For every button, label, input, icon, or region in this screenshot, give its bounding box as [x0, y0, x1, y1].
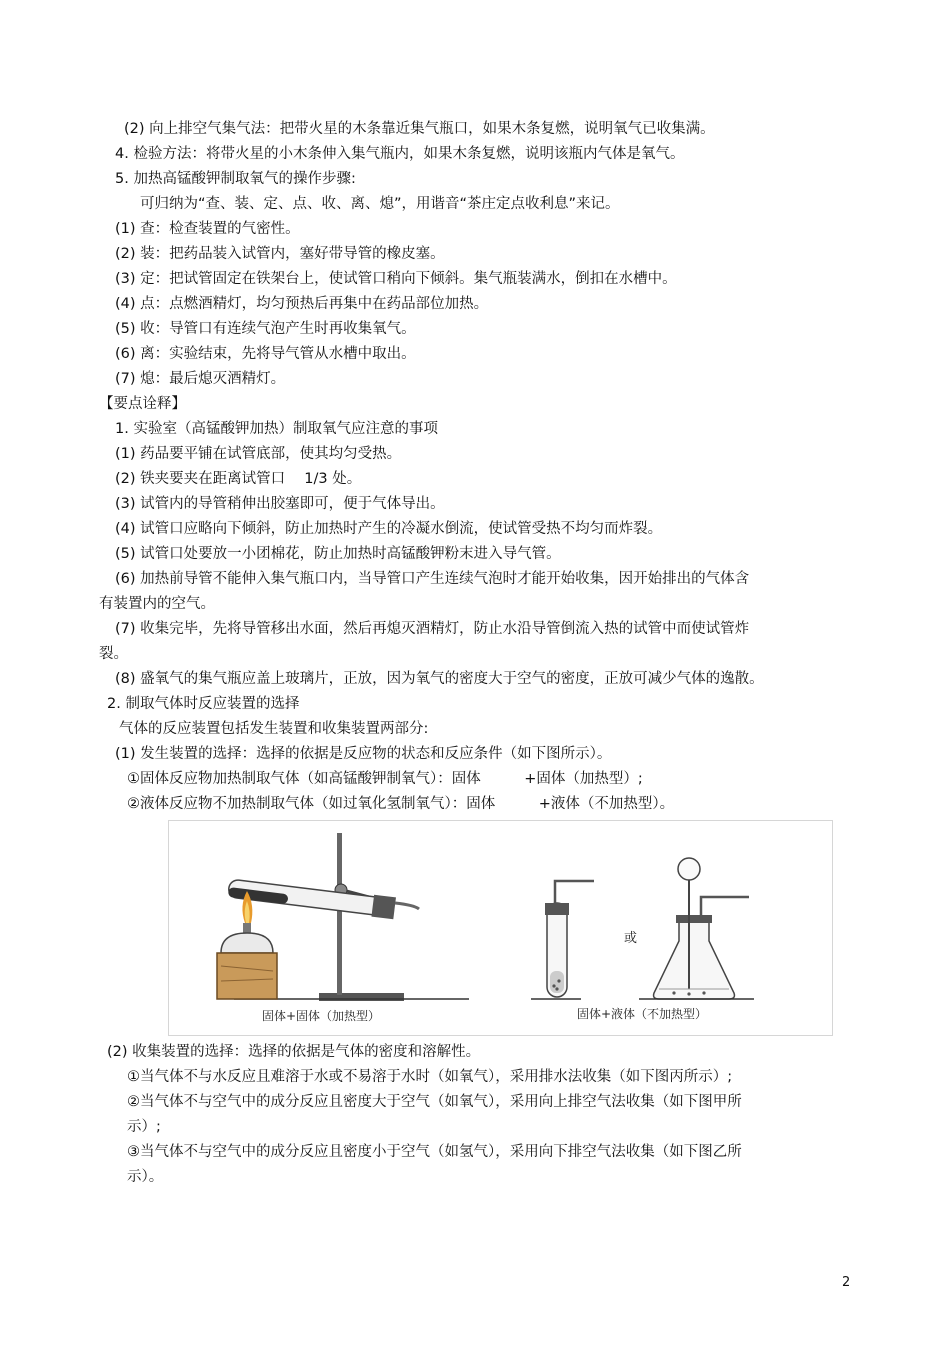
text-line: (2) 铁夹要夹在距离试管口 1/3 处。	[115, 471, 362, 487]
text-line: (7) 收集完毕，先将导管移出水面，然后再熄灭酒精灯，防止水沿导管倒流入热的试管中而使试管炸	[115, 621, 750, 637]
text-line: 有装置内的空气。	[99, 596, 215, 612]
text-line: (4) 点：点燃酒精灯，均匀预热后再集中在药品部位加热。	[115, 296, 489, 312]
flask-apparatus	[639, 858, 754, 999]
text-line: 5. 加热高锰酸钾制取氧气的操作步骤:	[115, 171, 356, 187]
text-line: (1) 发生装置的选择：选择的依据是反应物的状态和反应条件（如下图所示）。	[115, 746, 612, 762]
or-label: 或	[624, 931, 638, 946]
text-line: 4. 检验方法：将带火星的小木条伸入集气瓶内，如果木条复燃，说明该瓶内气体是氧气。	[115, 146, 685, 162]
text-line: 1. 实验室（高锰酸钾加热）制取氧气应注意的事项	[115, 421, 438, 437]
text-line: ①当气体不与水反应且难溶于水或不易溶于水时（如氧气），采用排水法收集（如下图丙所示）;	[127, 1069, 733, 1085]
section-heading: 【要点诠释】	[99, 396, 186, 412]
heating-apparatus	[217, 833, 469, 1001]
text-line: (8) 盛氧气的集气瓶应盖上玻璃片，正放，因为氧气的密度大于空气的密度，正放可减少气体的逸散。	[115, 671, 764, 687]
text-line: (6) 加热前导管不能伸入集气瓶口内，当导管口产生连续气泡时才能开始收集，因开始排出的气体含	[115, 571, 750, 587]
text-line: 2. 制取气体时反应装置的选择	[107, 696, 300, 712]
text-line: (1) 药品要平铺在试管底部，使其均匀受热。	[115, 446, 402, 462]
text-line: (2) 收集装置的选择：选择的依据是气体的密度和溶解性。	[107, 1044, 481, 1060]
text-line: ③当气体不与空气中的成分反应且密度小于空气（如氢气），采用向下排空气法收集（如下图乙所	[127, 1144, 742, 1160]
text-line: (4) 试管口应略向下倾斜，防止加热时产生的冷凝水倒流，使试管受热不均匀而炸裂。	[115, 521, 663, 537]
text-line: (3) 定：把试管固定在铁架台上，使试管口稍向下倾斜。集气瓶装满水，倒扣在水槽中。	[115, 271, 677, 287]
text-line: 示）。	[127, 1169, 164, 1185]
apparatus-figure	[168, 820, 833, 1036]
text-line: 裂。	[99, 646, 128, 662]
text-line: ①固体反应物加热制取气体（如高锰酸钾制氧气）：固体 +固体（加热型）;	[127, 771, 643, 787]
text-line: (2) 装：把药品装入试管内，塞好带导管的橡皮塞。	[115, 246, 445, 262]
text-line: ②液体反应物不加热制取气体（如过氧化氢制氧气）：固体 +液体（不加热型）。	[127, 796, 675, 812]
text-line: (3) 试管内的导管稍伸出胶塞即可，便于气体导出。	[115, 496, 445, 512]
right-caption: 固体+液体（不加热型）	[577, 1007, 708, 1021]
text-line: ②当气体不与空气中的成分反应且密度大于空气（如氧气），采用向上排空气法收集（如下图甲所	[127, 1094, 742, 1110]
text-line: 气体的反应装置包括发生装置和收集装置两部分:	[119, 721, 429, 737]
test-tube-apparatus	[531, 881, 594, 999]
left-caption: 固体+固体（加热型）	[262, 1009, 381, 1023]
text-line: (5) 收：导管口有连续气泡产生时再收集氧气。	[115, 321, 416, 337]
text-line: (2) 向上排空气集气法：把带火星的木条靠近集气瓶口，如果木条复燃，说明氧气已收集满。	[124, 121, 715, 137]
text-line: 示）;	[127, 1119, 161, 1135]
text-line: 可归纳为“查、装、定、点、收、离、熄”，用谐音“茶庄定点收利息”来记。	[140, 196, 620, 212]
text-line: (6) 离：实验结束，先将导气管从水槽中取出。	[115, 346, 416, 362]
page-number: 2	[842, 1275, 851, 1290]
text-line: (7) 熄：最后熄灭酒精灯。	[115, 371, 286, 387]
apparatus-drawing	[169, 821, 832, 1035]
text-line: (1) 查：检查装置的气密性。	[115, 221, 300, 237]
text-line: (5) 试管口处要放一小团棉花，防止加热时高锰酸钾粉末进入导气管。	[115, 546, 561, 562]
